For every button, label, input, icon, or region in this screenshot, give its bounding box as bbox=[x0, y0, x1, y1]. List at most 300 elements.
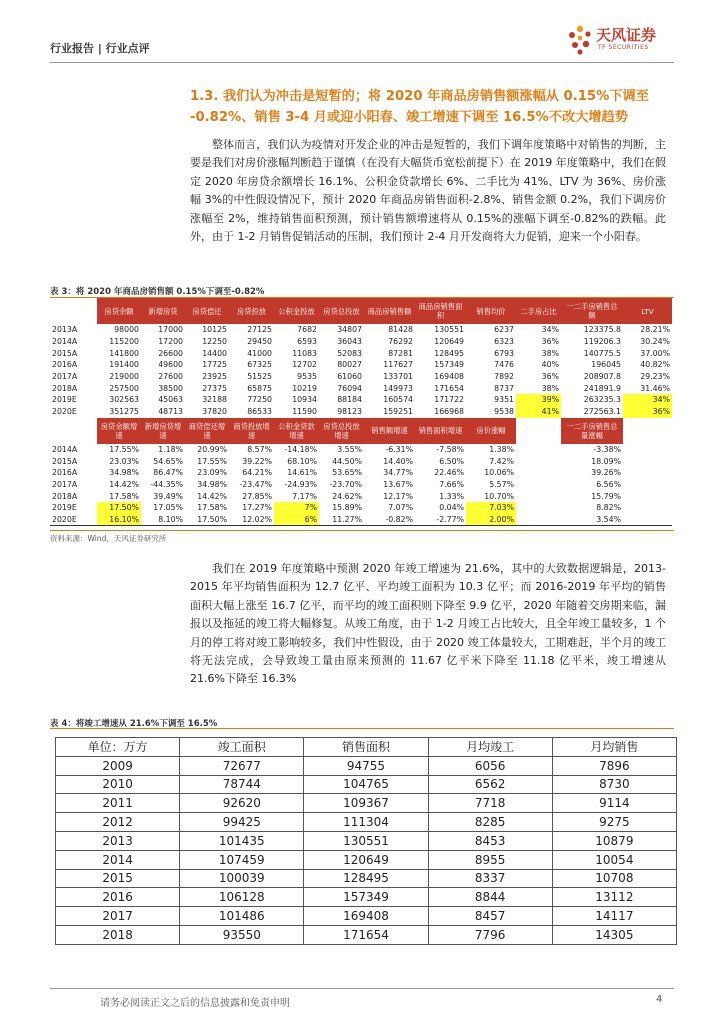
table3-cell bbox=[623, 514, 672, 526]
table3-cell: 7% bbox=[274, 502, 319, 514]
table3-cell bbox=[623, 502, 672, 514]
table3-cell: 169408 bbox=[434, 372, 464, 382]
table3-cell: 29.23% bbox=[640, 372, 670, 382]
table3-cell: 77250 bbox=[247, 395, 272, 405]
table4-row bbox=[56, 756, 677, 775]
table4-cell: 93550 bbox=[180, 925, 304, 944]
table4-header-cell: 单位：万方 bbox=[56, 738, 180, 757]
table3-cell: 98123 bbox=[337, 407, 362, 417]
table3-header-cell: 房贷余额 bbox=[97, 298, 141, 324]
table3-header-cell: 一二手房销售总额 bbox=[561, 298, 623, 324]
table3-source-rule bbox=[50, 530, 674, 531]
table3-cell: -24.93% bbox=[284, 479, 317, 489]
table4-row bbox=[56, 831, 677, 850]
table3-cell: 2019E bbox=[52, 395, 77, 405]
table4-cell: 9275 bbox=[552, 813, 676, 832]
table4-cell: 104765 bbox=[304, 775, 428, 794]
table3-header-cell: 商品房销售面积 bbox=[415, 298, 466, 324]
table3-cell: 87281 bbox=[388, 348, 413, 358]
table3-cell: 123375.8 bbox=[583, 325, 621, 335]
table3-cell: 149973 bbox=[383, 383, 413, 393]
table3-cell: 12.17% bbox=[383, 491, 413, 501]
table4-cell: 8285 bbox=[428, 813, 552, 832]
table4-cell: 101486 bbox=[180, 907, 304, 926]
table4-cell: 2018 bbox=[56, 925, 180, 944]
table3-header-cell bbox=[623, 418, 672, 444]
table3-header-cell: 二手房占比 bbox=[516, 298, 561, 324]
table3-cell: 22.46% bbox=[434, 468, 464, 478]
table3-cell: 208907.8 bbox=[583, 372, 621, 382]
table3-header-cell: 房贷偿还 bbox=[185, 298, 229, 324]
table3-cell: 257500 bbox=[109, 383, 139, 393]
table3-cell: 2015A bbox=[52, 348, 78, 358]
table3-cell: 130551 bbox=[434, 325, 464, 335]
table3-cell: 38% bbox=[541, 348, 559, 358]
table3-cell: 119206.3 bbox=[583, 337, 621, 347]
table3-cell: 27.85% bbox=[242, 491, 272, 501]
table3-cell: 17000 bbox=[158, 325, 183, 335]
table4-cell: 92620 bbox=[180, 794, 304, 813]
table3-cell: 133701 bbox=[383, 372, 413, 382]
report-category: 行业报告 | 行业点评 bbox=[50, 42, 150, 55]
table4-caption-rule bbox=[50, 728, 674, 729]
table3-cell: 7.17% bbox=[292, 491, 317, 501]
table3-cell: 6% bbox=[274, 514, 319, 526]
table4-cell: 9114 bbox=[552, 794, 676, 813]
table3-cell: 7476 bbox=[494, 360, 514, 370]
table4-cell: 106128 bbox=[180, 888, 304, 907]
table4-cell: 128495 bbox=[304, 869, 428, 888]
table4-cell: 130551 bbox=[304, 831, 428, 850]
table3-header-cell: 房贷投放 bbox=[229, 298, 274, 324]
table3-cell: 1.33% bbox=[439, 491, 464, 501]
table3-cell: 2018A bbox=[52, 491, 78, 501]
table3-cell: 49600 bbox=[158, 360, 183, 370]
table3-cell: 28.21% bbox=[640, 325, 670, 335]
table4-cell: 99425 bbox=[180, 813, 304, 832]
table3-cell: 272563.1 bbox=[583, 407, 621, 417]
table4-cell: 100039 bbox=[180, 869, 304, 888]
table3-row bbox=[50, 490, 672, 502]
table4-row bbox=[56, 794, 677, 813]
table3-row bbox=[50, 336, 672, 348]
table3-cell: 13.67% bbox=[383, 479, 413, 489]
table3-cell: 64.21% bbox=[242, 468, 272, 478]
table3-cell: 17.27% bbox=[242, 503, 272, 513]
table3-header-cell: 销售均价 bbox=[466, 298, 516, 324]
table3-cell: 171654 bbox=[434, 383, 464, 393]
table4-cell: 2015 bbox=[56, 869, 180, 888]
table3-header-cell: 销售面积增速 bbox=[415, 418, 466, 444]
table3-cell bbox=[516, 467, 561, 479]
table3-cell: 81428 bbox=[388, 325, 413, 335]
table3-cell: 16.10% bbox=[97, 514, 141, 526]
table3-cell: 17.58% bbox=[197, 503, 227, 513]
table3-cell bbox=[623, 479, 672, 491]
table4-cell: 2012 bbox=[56, 813, 180, 832]
table4-cell: 78744 bbox=[180, 775, 304, 794]
table3-cell: 17.55% bbox=[109, 444, 139, 454]
table3-header-cell: 房贷总投放增速 bbox=[319, 418, 364, 444]
table4-cell: 120649 bbox=[304, 850, 428, 869]
table3-cell: 34.98% bbox=[109, 468, 139, 478]
table3-cell: 86533 bbox=[247, 407, 272, 417]
table3-cell: 17.05% bbox=[153, 503, 183, 513]
table3-cell bbox=[516, 514, 561, 526]
table3-cell: 51525 bbox=[247, 372, 272, 382]
table3-cell: 241891.9 bbox=[583, 383, 621, 393]
table3-cell: 27600 bbox=[158, 372, 183, 382]
table3-cell: 191400 bbox=[109, 360, 139, 370]
table3-cell: 26600 bbox=[158, 348, 183, 358]
table3-cell: 17.50% bbox=[97, 502, 141, 514]
header-divider bbox=[50, 62, 674, 63]
table4-cell: 7796 bbox=[428, 925, 552, 944]
table3-header-cell: 商贷投放增速 bbox=[229, 418, 274, 444]
table3-cell bbox=[516, 479, 561, 491]
table3-cell: 2020E bbox=[52, 407, 77, 417]
table3-row bbox=[50, 324, 672, 336]
flower-logo-icon bbox=[566, 22, 594, 60]
table4-cell: 10054 bbox=[552, 850, 676, 869]
table3-cell bbox=[623, 444, 672, 456]
footer-divider bbox=[50, 988, 674, 989]
table4-row bbox=[56, 775, 677, 794]
table3-cell: 44.50% bbox=[332, 456, 362, 466]
table3-cell: 38% bbox=[541, 383, 559, 393]
table3-cell: 2017A bbox=[52, 479, 78, 489]
logo-english-name: TF SECURITIES bbox=[598, 44, 649, 51]
table3-cell: 17.50% bbox=[185, 514, 229, 526]
table3-cell: 40% bbox=[541, 360, 559, 370]
table3-cell: 3.55% bbox=[337, 444, 362, 454]
table3-header-cell: 公积金贷款增速 bbox=[274, 418, 319, 444]
table3-row bbox=[50, 382, 672, 394]
table3-header-cell: 新增房贷 bbox=[141, 298, 185, 324]
table3-cell: 7892 bbox=[494, 372, 514, 382]
table4-cell: 101435 bbox=[180, 831, 304, 850]
table4-cell: 10879 bbox=[552, 831, 676, 850]
table3-cell: 98000 bbox=[114, 325, 139, 335]
table3-row bbox=[50, 514, 672, 526]
table3-cell: 7.03% bbox=[466, 502, 516, 514]
table3-cell: 41000 bbox=[247, 348, 272, 358]
table3-cell: 15.89% bbox=[332, 503, 362, 513]
table3-cell: 2017A bbox=[52, 372, 78, 382]
table4-cell: 2013 bbox=[56, 831, 180, 850]
table3-cell: 30.24% bbox=[640, 337, 670, 347]
table3-cell: 8737 bbox=[494, 383, 514, 393]
table3-cell: 9535 bbox=[297, 372, 317, 382]
table3-cell: 17200 bbox=[158, 337, 183, 347]
table3-source: 资料来源：Wind，天风证券研究所 bbox=[50, 534, 167, 543]
table3-cell: 128495 bbox=[434, 348, 464, 358]
table3-cell: 53.65% bbox=[332, 468, 362, 478]
table3-cell: 36% bbox=[623, 406, 672, 418]
table3-cell: 17.58% bbox=[109, 491, 139, 501]
table3-cell: 10.06% bbox=[484, 468, 514, 478]
table4-header-cell: 销售面积 bbox=[304, 738, 428, 757]
table3-cell: 140775.5 bbox=[583, 348, 621, 358]
table3-cell: 17725 bbox=[202, 360, 227, 370]
table4-cell: 2011 bbox=[56, 794, 180, 813]
table3-cell: -7.58% bbox=[436, 444, 464, 454]
table3-cell: 2.00% bbox=[466, 514, 516, 526]
table3-cell: 88184 bbox=[337, 395, 362, 405]
table3-header-row bbox=[50, 418, 672, 444]
table3-cell: 5.57% bbox=[489, 479, 514, 489]
table4-cell: 8955 bbox=[428, 850, 552, 869]
table3-cell: 41% bbox=[516, 406, 561, 418]
table4-cell: 169408 bbox=[304, 907, 428, 926]
disclaimer-footer: 请务必阅读正文之后的信息披露和免责申明 bbox=[100, 998, 290, 1009]
table4-cell: 2016 bbox=[56, 888, 180, 907]
table4-cell: 8337 bbox=[428, 869, 552, 888]
table3-cell bbox=[623, 490, 672, 502]
table3-cell: 2015A bbox=[52, 456, 78, 466]
table4-cell: 2014 bbox=[56, 850, 180, 869]
table4-cell: 72677 bbox=[180, 756, 304, 775]
table3-cell: 1.38% bbox=[489, 444, 514, 454]
table3-cell: 54.65% bbox=[153, 456, 183, 466]
table3-header-cell: 房贷余额增速 bbox=[97, 418, 141, 444]
table4-cell: 8730 bbox=[552, 775, 676, 794]
table3-row bbox=[50, 502, 672, 514]
table3-cell: 9351 bbox=[494, 395, 514, 405]
table4-cell: 2009 bbox=[56, 756, 180, 775]
table3-cell: 166968 bbox=[434, 407, 464, 417]
table3-cell: 8.57% bbox=[247, 444, 272, 454]
table3-cell: 10219 bbox=[292, 383, 317, 393]
table3-cell: 3.54% bbox=[561, 514, 623, 526]
table3-cell: 34807 bbox=[337, 325, 362, 335]
table3-cell: -14.18% bbox=[284, 444, 317, 454]
table3-cell: 7.66% bbox=[439, 479, 464, 489]
table3-cell: 36% bbox=[541, 372, 559, 382]
table4-cell: 8844 bbox=[428, 888, 552, 907]
table3-cell: 6593 bbox=[297, 337, 317, 347]
paragraph-completion: 我们在 2019 年度策略中预测 2020 年竣工增速为 21.6%，其中的大致数据逻辑是，2013-2015 年平均销售面积为 12.7 亿平、平均竣工面积为 10.3 亿平；而 2016-2019 年平均的销售面积大幅上涨至 16.7 亿平，而平均的竣工面积则下降至 9.9 亿平，2020 年随着交房期来临，漏报以及拖延的竣工将大幅修复。从竣工角度，由于 1-2 月竣工占比较大，且全年竣工量较多，1 个月的停工将对竣工影响较多，我们中性假设，由于 2020 竣工体量较大，工期难赶，半个月的竣工将无法完成，会导致竣工量由原来预测的 11.67 亿平米下降至 11.18 亿平米，竣工增速从 21.6%下降至 16.3% bbox=[190, 562, 666, 686]
table3-cell: 12.02% bbox=[229, 514, 274, 526]
table3-cell: 23925 bbox=[202, 372, 227, 382]
table3-cell: 0.04% bbox=[439, 503, 464, 513]
table3-cell: 80027 bbox=[337, 360, 362, 370]
table3-row bbox=[50, 406, 672, 418]
table3-cell: 6.50% bbox=[439, 456, 464, 466]
logo-chinese-name: 天风证券 bbox=[596, 26, 657, 44]
company-logo bbox=[566, 20, 686, 60]
table3-cell: 117627 bbox=[383, 360, 413, 370]
table3-cell: 29450 bbox=[247, 337, 272, 347]
table3-cell: 302563 bbox=[109, 395, 139, 405]
table4-cell: 13112 bbox=[552, 888, 676, 907]
table3-cell: 61060 bbox=[337, 372, 362, 382]
table3-cell: -44.35% bbox=[150, 479, 183, 489]
table3-cell bbox=[623, 467, 672, 479]
table3-cell: 196045 bbox=[591, 360, 621, 370]
table3-cell: 11.27% bbox=[319, 514, 364, 526]
table3-cell: -23.47% bbox=[239, 479, 272, 489]
table3-cell: 14.61% bbox=[287, 468, 317, 478]
table4-row bbox=[56, 869, 677, 888]
table4-cell: 2017 bbox=[56, 907, 180, 926]
table3-cell: -23.70% bbox=[329, 479, 362, 489]
table4-cell: 94755 bbox=[304, 756, 428, 775]
table3-cell: 39% bbox=[516, 394, 561, 406]
table3-cell: 23.03% bbox=[109, 456, 139, 466]
table4-cell: 111304 bbox=[304, 813, 428, 832]
table4-cell: 14117 bbox=[552, 907, 676, 926]
table3-cell: 141800 bbox=[109, 348, 139, 358]
table3-cell: 67325 bbox=[247, 360, 272, 370]
table3-cell: 68.10% bbox=[287, 456, 317, 466]
table3-cell: 39.22% bbox=[242, 456, 272, 466]
table3-cell: 8.82% bbox=[596, 503, 621, 513]
table3-cell: 10934 bbox=[292, 395, 317, 405]
table3-cell: 17.55% bbox=[197, 456, 227, 466]
table3-cell: 15.79% bbox=[591, 491, 621, 501]
table4 bbox=[55, 737, 677, 945]
table4-cell: 7718 bbox=[428, 794, 552, 813]
table3-cell: 86.47% bbox=[153, 468, 183, 478]
table3-cell: 24.62% bbox=[332, 491, 362, 501]
table3-cell: 157349 bbox=[434, 360, 464, 370]
table3-cell: 160574 bbox=[383, 395, 413, 405]
table3-cell: 31.46% bbox=[640, 383, 670, 393]
table3-cell bbox=[623, 455, 672, 467]
table3-cell: 14.42% bbox=[197, 491, 227, 501]
table3-cell: 65875 bbox=[247, 383, 272, 393]
table3-cell: 23.09% bbox=[197, 468, 227, 478]
table3-cell: 32188 bbox=[202, 395, 227, 405]
table3-cell: 38500 bbox=[158, 383, 183, 393]
table3-cell: 263235.3 bbox=[583, 395, 621, 405]
table3-cell: 2013A bbox=[52, 325, 78, 335]
table3-cell: 2016A bbox=[52, 468, 78, 478]
table3-cell: 34.77% bbox=[383, 468, 413, 478]
table3-header-cell: 房贷总投放 bbox=[319, 298, 364, 324]
table3-cell: -2.77% bbox=[415, 514, 466, 526]
table3-cell: 14.40% bbox=[383, 456, 413, 466]
table4-header-cell: 竣工面积 bbox=[180, 738, 304, 757]
table4-cell: 6562 bbox=[428, 775, 552, 794]
table4-cell: 171654 bbox=[304, 925, 428, 944]
table3-header-cell bbox=[50, 298, 97, 324]
table3-cell: 11083 bbox=[292, 348, 317, 358]
table3-cell: 45063 bbox=[158, 395, 183, 405]
table3-row bbox=[50, 359, 672, 371]
table4-caption: 表 4：将竣工增速从 21.6%下调至 16.5% bbox=[50, 719, 218, 729]
table3-cell bbox=[516, 444, 561, 456]
table3-cell: 11590 bbox=[292, 407, 317, 417]
table3-row bbox=[50, 455, 672, 467]
table3-caption: 表 3：将 2020 年商品房销售额 0.15%下调至-0.82% bbox=[50, 287, 265, 297]
table3-cell: 12250 bbox=[202, 337, 227, 347]
table3-cell: 120649 bbox=[434, 337, 464, 347]
table3-cell: 10125 bbox=[202, 325, 227, 335]
table3-cell: 36% bbox=[541, 337, 559, 347]
table3-cell: 76292 bbox=[388, 337, 413, 347]
table3-header-cell: 房价涨幅 bbox=[466, 418, 516, 444]
table3-cell: 2020E bbox=[50, 514, 97, 526]
table3-cell: 219000 bbox=[109, 372, 139, 382]
table3-cell: -3.38% bbox=[593, 444, 621, 454]
table3 bbox=[50, 298, 672, 526]
table3-cell: 6323 bbox=[494, 337, 514, 347]
table3-header-row bbox=[50, 298, 672, 324]
table3-row bbox=[50, 479, 672, 491]
table3-header-cell bbox=[516, 418, 561, 444]
table3-cell: 1.18% bbox=[158, 444, 183, 454]
table3-cell: 18.09% bbox=[591, 456, 621, 466]
table3-cell: 34% bbox=[623, 394, 672, 406]
table3-cell: 12702 bbox=[292, 360, 317, 370]
table3-cell: 14400 bbox=[202, 348, 227, 358]
table4-cell: 157349 bbox=[304, 888, 428, 907]
table4-row bbox=[56, 907, 677, 926]
table3-cell: 7.42% bbox=[489, 456, 514, 466]
table4-row bbox=[56, 888, 677, 907]
table3-cell: 27125 bbox=[247, 325, 272, 335]
table4-row bbox=[56, 925, 677, 944]
table3-cell: 14.42% bbox=[109, 479, 139, 489]
table3-row bbox=[50, 444, 672, 456]
table4-cell: 8457 bbox=[428, 907, 552, 926]
table3-cell: 171722 bbox=[434, 395, 464, 405]
table3-cell: 2018A bbox=[52, 383, 78, 393]
table3-cell: 27375 bbox=[202, 383, 227, 393]
table3-cell: 48713 bbox=[158, 407, 183, 417]
table3-cell: 36043 bbox=[337, 337, 362, 347]
table3-cell bbox=[516, 502, 561, 514]
table4-cell: 10708 bbox=[552, 869, 676, 888]
table4-cell: 7896 bbox=[552, 756, 676, 775]
table3-row bbox=[50, 467, 672, 479]
table3-cell bbox=[516, 490, 561, 502]
table3-cell: 9538 bbox=[494, 407, 514, 417]
table3-cell: 6237 bbox=[494, 325, 514, 335]
table3-cell: 76094 bbox=[337, 383, 362, 393]
table3-header-cell: 销售额增速 bbox=[364, 418, 415, 444]
page-number: 4 bbox=[656, 994, 663, 1005]
table3-cell: 351275 bbox=[109, 407, 139, 417]
table3-cell: 20.99% bbox=[197, 444, 227, 454]
table3-header-cell: 新增房贷增速 bbox=[141, 418, 185, 444]
table4-header-row bbox=[56, 738, 677, 757]
table3-cell: 7682 bbox=[297, 325, 317, 335]
table3-cell: 34.98% bbox=[197, 479, 227, 489]
table3-cell: 10.70% bbox=[484, 491, 514, 501]
table4-header-cell: 月均竣工 bbox=[428, 738, 552, 757]
table3-header-cell: 商品房销售额 bbox=[364, 298, 415, 324]
table3-cell: -6.31% bbox=[385, 444, 413, 454]
table3-cell: 2016A bbox=[52, 360, 78, 370]
table3-cell: 2019E bbox=[52, 503, 77, 513]
table3-cell: 7.07% bbox=[388, 503, 413, 513]
table4-cell: 6056 bbox=[428, 756, 552, 775]
table4-cell: 14305 bbox=[552, 925, 676, 944]
table3-header-cell: 公积金投放 bbox=[274, 298, 319, 324]
table3-cell: 2014A bbox=[52, 444, 78, 454]
table3-header-cell: LTV bbox=[623, 298, 672, 324]
paragraph-intro: 整体而言，我们认为疫情对开发企业的冲击是短暂的，我们下调年度策略中对销售的判断，主要是我们对房价涨幅判断趋于谨慎（在没有大幅货币宽松前提下）在 2019 年度策略中，我们在假定 2020 年房贷余额增长 16.1%、公积金贷款增长 6%、二手比为 41%、LTV 为 36%、房价涨幅 3%的中性假设情况下，预计 2020 年商品房销售面积-2.8%、销售金额 0.2%，我们下调房价涨幅至 2%，维持销售面积预测，预计销售额增速将从 0.15%的涨幅下调至-0.82%的跌幅。此外，由于 1-2 月销售促销活动的压制，我们预计 2-4 月开发商将大力促销，迎来一个小阳春。 bbox=[190, 138, 666, 244]
section-title: 1.3. 我们认为冲击是短暂的；将 2020 年商品房销售额涨幅从 0.15%下调至 -0.82%、销售 3-4 月或迎小阳春、竣工增速下调至 16.5%不改大增趋势 bbox=[190, 89, 649, 125]
table3-row bbox=[50, 347, 672, 359]
table3-cell bbox=[516, 455, 561, 467]
table3-cell: 37820 bbox=[202, 407, 227, 417]
table4-header-cell: 月均销售 bbox=[552, 738, 676, 757]
table3-header-cell: 商贷偿还增速 bbox=[185, 418, 229, 444]
